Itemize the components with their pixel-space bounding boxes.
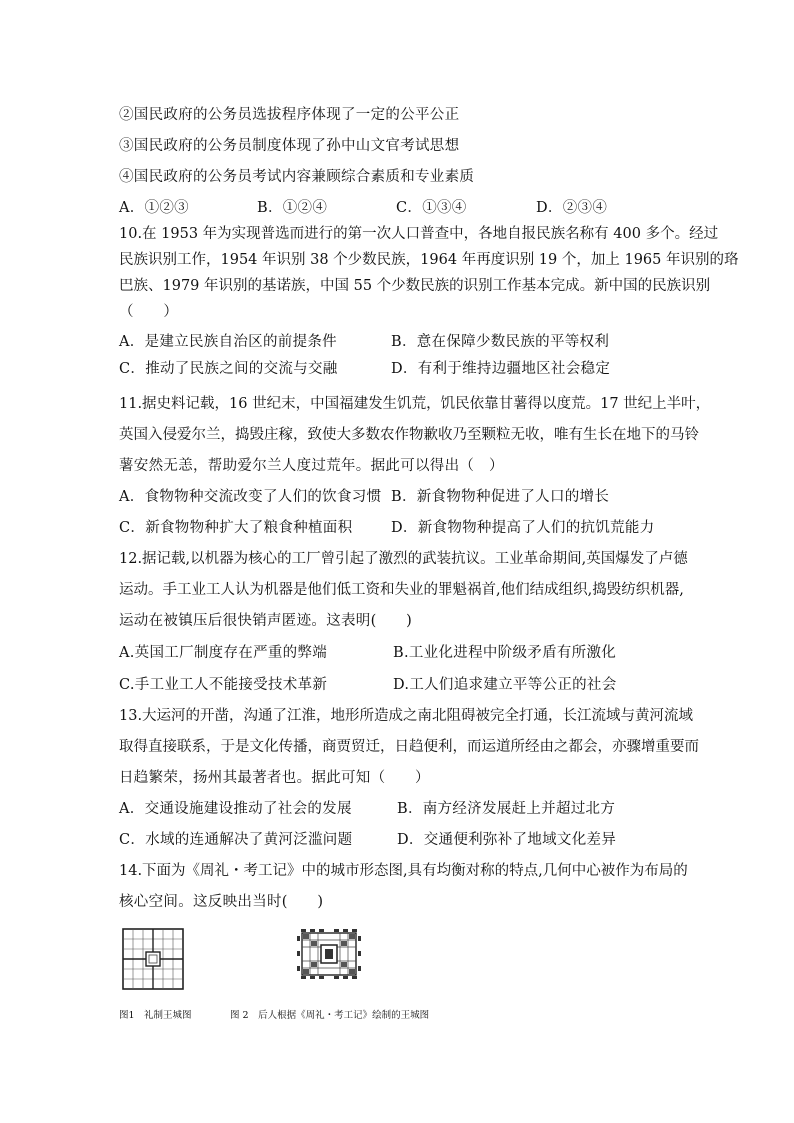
q10-stem-line-3: 巴族、1979 年识别的基诺族，中国 55 个少数民族的识别工作基本完成。新中国的民族识别 — [119, 278, 711, 294]
figure-1-city-plan — [122, 928, 184, 990]
q11-option-c: C．新食物物种扩大了粮食种植面积 — [119, 520, 353, 536]
q13-stem-line-3: 日趋繁荣，扬州其最著者也。据此可知（ ） — [119, 770, 430, 786]
q12-option-c: C.手工业工人不能接受技术革新 — [119, 677, 328, 693]
q13-option-d: D．交通便利弥补了地域文化差异 — [397, 832, 617, 848]
q10-option-d: D．有利于维持边疆地区社会稳定 — [391, 361, 611, 377]
q12-stem-line-2: 运动。手工业工人认为机器是他们低工资和失业的罪魁祸首,他们结成组织,捣毁纺织机器, — [119, 582, 684, 598]
q13-option-b: B．南方经济发展赶上并超过北方 — [397, 801, 616, 817]
q9-option-b: B．①②④ — [257, 200, 328, 216]
q12-stem-line-3: 运动在被镇压后很快销声匿迹。这表明( ) — [119, 613, 413, 629]
q11-option-a: A．食物物种交流改变了人们的饮食习惯 — [119, 489, 382, 505]
q11-stem-line-2: 英国入侵爱尔兰，捣毁庄稼，致使大多数农作物歉收乃至颗粒无收，唯有生长在地下的马铃 — [119, 427, 699, 443]
q11-option-d: D．新食物物种提高了人们的抗饥荒能力 — [391, 520, 655, 536]
q10-answer-blank: （ ） — [119, 304, 179, 320]
q9-option-d: D．②③④ — [536, 200, 608, 216]
q12-stem-line-1: 12.据记载,以机器为核心的工厂曾引起了激烈的武装抗议。工业革命期间,英国爆发了卢德 — [119, 551, 688, 567]
q13-option-c: C．水域的连通解决了黄河泛滥问题 — [119, 832, 353, 848]
q11-stem-line-3: 薯安然无恙，帮助爱尔兰人度过荒年。据此可以得出（ ） — [119, 458, 504, 474]
figure-2-city-plan — [296, 927, 362, 981]
q9-option-a: A．①②③ — [119, 200, 189, 216]
figure-1-caption: 图1 礼制王城图 — [119, 1010, 192, 1021]
q13-stem-line-1: 13.大运河的开凿，沟通了江淮，地形所造成之南北阻碍被完全打通，长江流域与黄河流域 — [119, 708, 694, 724]
q10-stem-line-1: 10.在 1953 年为实现普选而进行的第一次人口普查中，各地自报民族名称有 400 多个。经过 — [119, 226, 719, 242]
q11-option-b: B．新食物物种促进了人口的增长 — [391, 489, 610, 505]
figure-2-caption: 图 2 后人根据《周礼・考工记》绘制的王城图 — [230, 1010, 430, 1021]
q10-option-a: A．是建立民族自治区的前提条件 — [119, 334, 337, 350]
statement-4: ④国民政府的公务员考试内容兼顾综合素质和专业素质 — [119, 169, 475, 185]
q10-option-b: B．意在保障少数民族的平等权利 — [391, 334, 610, 350]
q14-stem-line-1: 14.下面为《周礼・考工记》中的城市形态图,具有均衡对称的特点,几何中心被作为布局的 — [119, 863, 688, 879]
q9-option-c: C．①③④ — [396, 200, 467, 216]
statement-3: ③国民政府的公务员制度体现了孙中山文官考试思想 — [119, 138, 460, 154]
q11-stem-line-1: 11.据史料记载，16 世纪末，中国福建发生饥荒，饥民依靠甘薯得以度荒。17 世纪上半叶， — [119, 396, 711, 412]
statement-2: ②国民政府的公务员选拔程序体现了一定的公平公正 — [119, 107, 460, 123]
q12-option-b: B.工业化进程中阶级矛盾有所激化 — [393, 645, 617, 661]
q10-option-c: C．推动了民族之间的交流与交融 — [119, 361, 338, 377]
q12-option-d: D.工人们追求建立平等公正的社会 — [393, 677, 617, 693]
q10-stem-line-2: 民族识别工作，1954 年识别 38 个少数民族，1964 年再度识别 19 个，加上 1965 年识别的珞 — [119, 252, 739, 268]
q13-option-a: A．交通设施建设推动了社会的发展 — [119, 801, 352, 817]
q13-stem-line-2: 取得直接联系，于是文化传播，商贾贸迁，日趋便利，而运道所经由之都会，亦骤增重要而 — [119, 739, 699, 755]
q14-stem-line-2: 核心空间。这反映出当时( ) — [119, 894, 324, 910]
q12-option-a: A.英国工厂制度存在严重的弊端 — [119, 645, 328, 661]
